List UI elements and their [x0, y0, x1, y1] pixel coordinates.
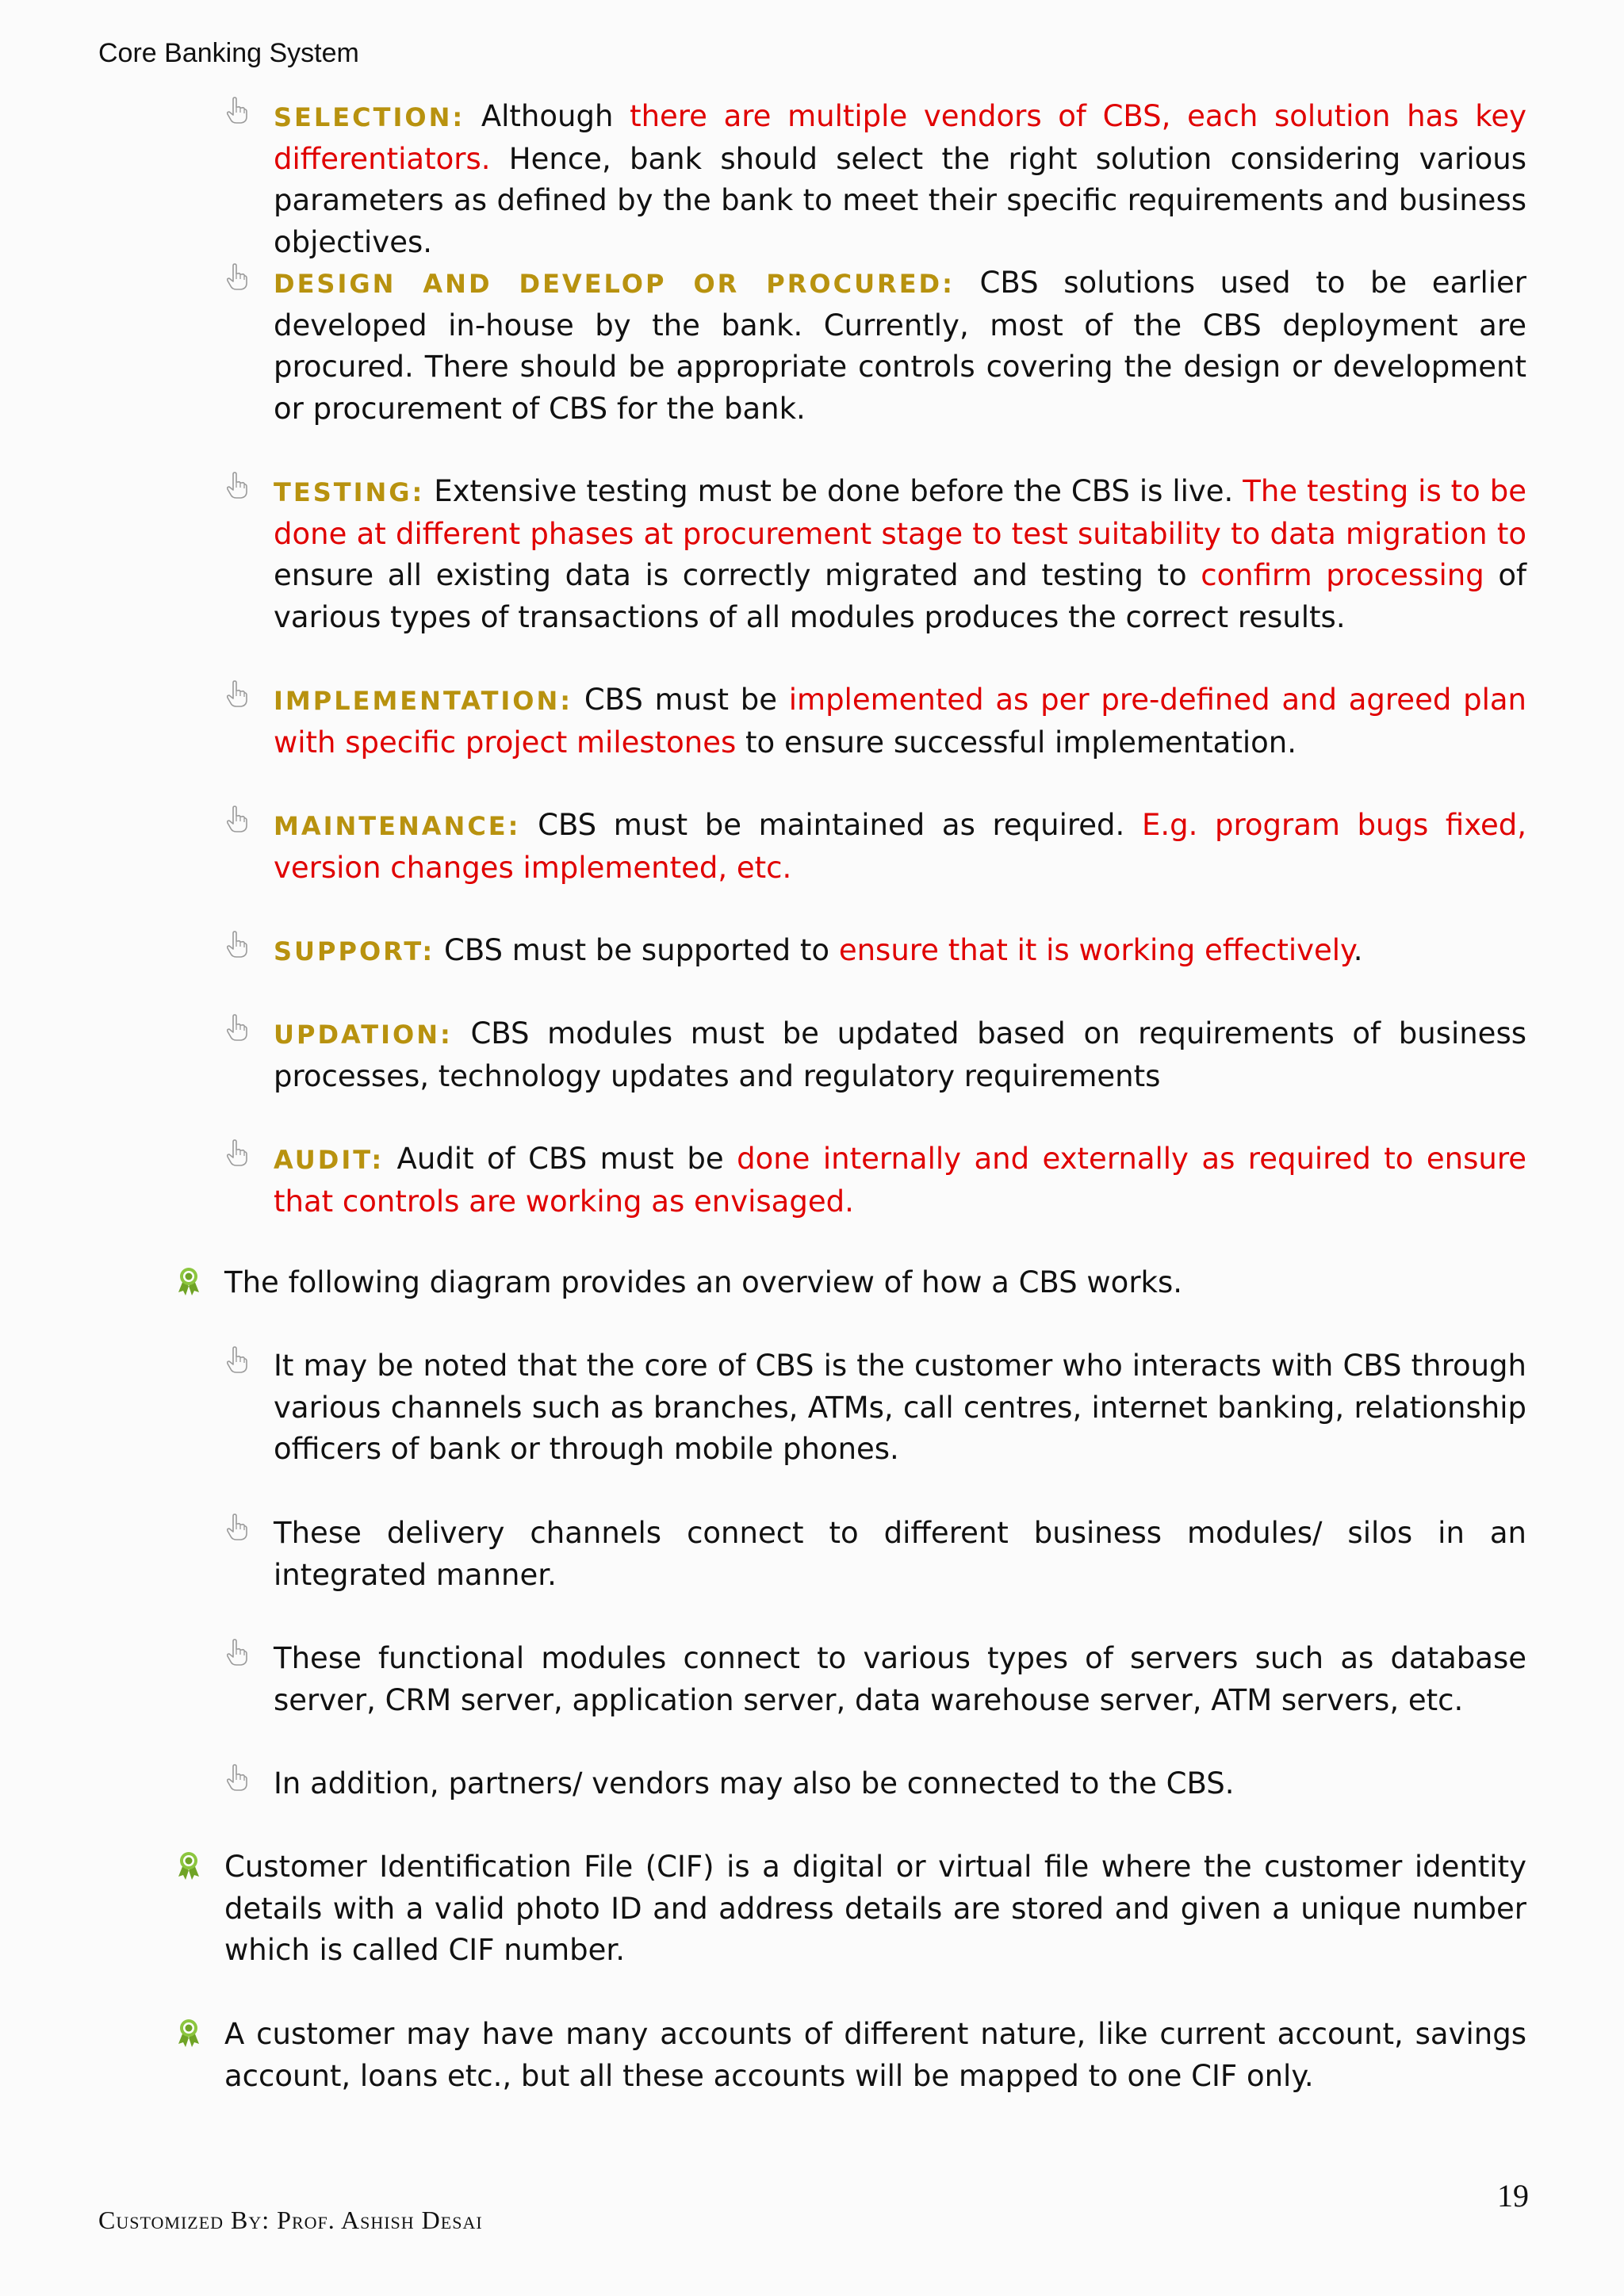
text-run: ensure all existing data is correctly migrated and testing to [274, 558, 1201, 592]
award-ribbon-icon [176, 1850, 201, 1881]
emphasis-run: confirm processing [1201, 558, 1484, 592]
pointing-hand-icon [224, 1346, 248, 1373]
emphasis-run: implemented as per pre-defined and agreed plan with specific project milestones [274, 683, 1526, 760]
keyword: UPDATION: [274, 1020, 453, 1050]
text-run: CBS solutions used to be earlier developed in-house by the bank. Currently, most of the CBS deployment are procured. There should be appropriate controls covering the design or development or procurement of CBS for the bank. [274, 266, 1526, 426]
pointing-hand-icon [224, 1139, 248, 1166]
selection-point [274, 96, 1526, 263]
keyword: SELECTION: [274, 102, 465, 132]
keyword: DESIGN AND DEVELOP OR PROCURED: [274, 269, 955, 299]
emphasis-run: there are multiple vendors of CBS, each solution has key differentiators. [274, 99, 1526, 176]
footer-credit: Customized By: Prof. Ashish Desai [98, 2206, 483, 2234]
overview-point: These delivery channels connect to different business modules/ silos in an integrated manner. [274, 1516, 1526, 1592]
text-run: CBS must be supported to [435, 933, 839, 967]
audit-point [274, 1138, 1526, 1223]
pointing-hand-icon [224, 1639, 248, 1666]
text-run: CBS must be maintained as required. [520, 808, 1142, 842]
text-run: Extensive testing must be done before the CBS is live. [424, 474, 1243, 508]
design-develop-point [274, 262, 1526, 430]
overview-point: In addition, partners/ vendors may also be connected to the CBS. [274, 1766, 1235, 1800]
testing-point [274, 471, 1526, 638]
pointing-hand-icon [224, 97, 248, 124]
pointing-hand-icon [224, 1014, 248, 1041]
support-point [274, 930, 1526, 973]
emphasis-run: ensure that it is working effectively [838, 933, 1354, 967]
implementation-point [274, 679, 1526, 763]
keyword: IMPLEMENTATION: [274, 686, 573, 716]
emphasis-run: E.g. program bugs fixed, version changes implemented, etc. [274, 808, 1526, 885]
emphasis-run: The testing is to be done at different phases at procurement stage to test suitability to data migration to [274, 474, 1526, 551]
pointing-hand-icon [224, 472, 248, 499]
keyword: SUPPORT: [274, 936, 435, 966]
pointing-hand-icon [224, 1513, 248, 1540]
running-header: Core Banking System [98, 38, 359, 68]
keyword: MAINTENANCE: [274, 811, 521, 841]
pointing-hand-icon [224, 263, 248, 290]
cif-accounts: A customer may have many accounts of different nature, like current account, savings account, loans etc., but all these accounts will be mapped to one CIF only. [224, 2017, 1526, 2093]
text-run: Audit of CBS must be [384, 1142, 737, 1176]
text-run: to ensure successful implementation. [736, 725, 1297, 760]
updation-point [274, 1013, 1526, 1097]
text-run: of various types of transactions of all modules produces the correct results. [274, 558, 1527, 634]
text-run: CBS modules must be updated based on requirements of business processes, technology updates and regulatory requirements [274, 1016, 1526, 1093]
pointing-hand-icon [224, 931, 248, 958]
text-run: CBS must be [573, 683, 789, 717]
award-ribbon-icon [176, 1266, 201, 1296]
pointing-hand-icon [224, 1764, 248, 1791]
emphasis-run: done internally and externally as required to ensure that controls are working as envisaged. [274, 1142, 1526, 1219]
award-ribbon-icon [176, 2018, 201, 2048]
overview-point: It may be noted that the core of CBS is the customer who interacts with CBS through various channels such as branches, ATMs, call centres, internet banking, relationship officers of bank or through mobile phones. [274, 1349, 1526, 1466]
page-number: 19 [1497, 2178, 1529, 2214]
text-run: Although [465, 99, 630, 133]
text-run: . [1353, 933, 1363, 967]
overview-point: These functional modules connect to various types of servers such as database server, CRM server, application server, data warehouse server, ATM servers, etc. [274, 1641, 1526, 1717]
maintenance-point [274, 805, 1526, 889]
keyword: AUDIT: [274, 1145, 385, 1175]
text-run: Hence, bank should select the right solution considering various parameters as defined by the bank to meet their specific requirements and business objectives. [274, 141, 1526, 259]
cif-definition: Customer Identification File (CIF) is a digital or virtual file where the customer identity details with a valid photo ID and address details are stored and given a unique number which is called CIF number. [224, 1850, 1526, 1967]
overview-intro: The following diagram provides an overview of how a CBS works. [224, 1265, 1182, 1299]
keyword: TESTING: [274, 477, 425, 507]
pointing-hand-icon [224, 806, 248, 832]
pointing-hand-icon [224, 680, 248, 707]
